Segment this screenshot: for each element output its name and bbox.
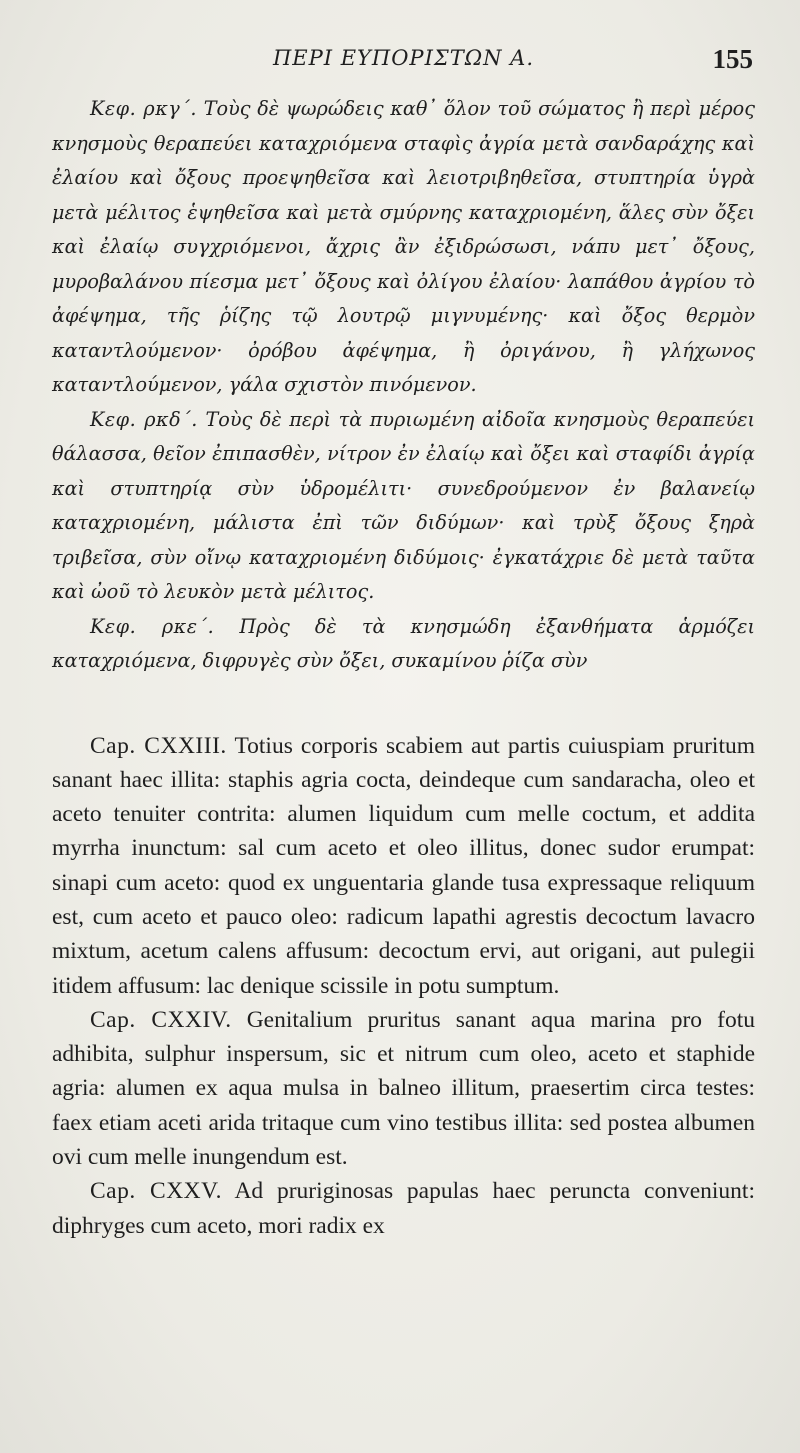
chapter-heading: Κεφ. ρκδ΄. <box>90 407 198 431</box>
running-head: ΠΕΡΙ ΕΥΠΟΡΙΣΤΩΝ Α. <box>272 46 535 70</box>
chapter-heading: Cap. CXXIV. <box>90 1006 232 1033</box>
chapter-heading: Κεφ. ρκγ΄. <box>90 97 197 120</box>
chapter-text: Τοὺς δὲ περὶ τὰ πυριωμένη αἰδοῖα κνησμοὺς θεραπεύει θάλασσα, θεῖον ἐπιπασθὲν, νίτρον ἐν ἐλαίῳ καὶ ὄξει καὶ σταφίδι ἀγρίᾳ καὶ στυπτηρίᾳ σὺν ὑδρομέλιτι· συνεδρούμενον ἐν βαλανείῳ καταχριομένη, μάλιστα ἐπὶ τῶν διδύμων· καὶ τρὺξ ὄξους ξηρὰ τριβεῖσα, σὺν οἴνῳ καταχριομένη διδύμοις· ἐγκατάχριε δὲ μετὰ ταῦτα καὶ ὠοῦ τὸ λευκὸν μετὰ μέλιτος. <box>52 407 755 603</box>
latin-text-block <box>52 729 755 1243</box>
chapter-text: Τοὺς δὲ ψωρώδεις καθ᾽ ὅλον τοῦ σώματος ἢ περὶ μέρος κνησμοὺς θεραπεύει καταχριόμενα σταφὶς ἀγρία μετὰ σανδαράχης καὶ ἐλαίου καὶ ὄξους προεψηθεῖσα καὶ λειοτριβηθεῖσα, στυπτηρία ὑγρὰ μετὰ μέλιτος ἑψηθεῖσα καὶ μετὰ σμύρνης καταχριομένη, ἅλες σὺν ὄξει καὶ ἐλαίῳ συγχριόμενοι, ἄχρις ἂν ἐξιδρώσωσι, νάπυ μετ᾽ ὄξους, μυροβαλάνου πίεσμα μετ᾽ ὄξους καὶ ὀλίγου ἐλαίου· λαπάθου ἀγρίου τὸ ἀφέψημα, τῆς ῥίζης τῷ λουτρῷ μιγνυμένης· καὶ ὄξος θερμὸν καταντλούμενον· ὀρόβου ἀφέψημα, ἢ ὀριγάνου, ἢ γλήχωνος καταντλούμενον, γάλα σχιστὸν πινόμενον. <box>52 97 755 396</box>
chapter-heading: Cap. CXXIII. <box>90 732 227 759</box>
chapter-text: Totius corporis scabiem aut partis cuiuspiam pruritum sanant haec illita: staphis agria cocta, deindeque cum sandaracha, oleo et aceto tenuiter contrita: alumen liquidum cum melle coctum, et addita myrrha inunctum: sal cum aceto et oleo illitus, donec sudor erumpat: sinapi cum aceto: quod ex unguentaria glande tusa expressaque reliquum est, cum aceto et pauco oleo: radicum lapathi agrestis decoctum lavacro mixtum, acetum calens affusum: decoctum ervi, aut origani, aut pulegii itidem affusum: lac denique scissile in potu sumptum. <box>52 732 756 999</box>
greek-text-block <box>52 92 755 679</box>
greek-chapter-124 <box>52 403 755 610</box>
latin-chapter-123 <box>52 729 755 1003</box>
latin-chapter-124 <box>52 1003 755 1174</box>
chapter-text: Ad pruriginosas papulas haec peruncta conveniunt: diphryges cum aceto, mori radix ex <box>52 1178 755 1239</box>
chapter-heading: Κεφ. ρκε΄. <box>90 614 215 638</box>
chapter-text: Πρὸς δὲ τὰ κνησμώδη ἐξανθήματα ἁρμόζει καταχριόμενα, διφρυγὲς σὺν ὄξει, συκαμίνου ῥίζα σὺν <box>52 614 756 672</box>
chapter-text: Genitalium pruritus sanant aqua marina pro fotu adhibita, sulphur inspersum, sic et nitrum cum oleo, aceto et staphide agria: alumen ex aqua mulsa in balneo illitum, praesertim circa testes: faex etiam aceti arida tritaque cum vino testibus illita: sed postea albumen ovi cum melle inungendum est. <box>52 1006 755 1171</box>
page-header <box>52 0 755 92</box>
section-gap <box>52 679 755 729</box>
greek-chapter-125 <box>52 610 755 679</box>
page-number: 155 <box>712 44 753 74</box>
chapter-heading: Cap. CXXV. <box>90 1178 222 1205</box>
greek-chapter-123 <box>52 92 755 403</box>
latin-chapter-125 <box>52 1174 755 1243</box>
